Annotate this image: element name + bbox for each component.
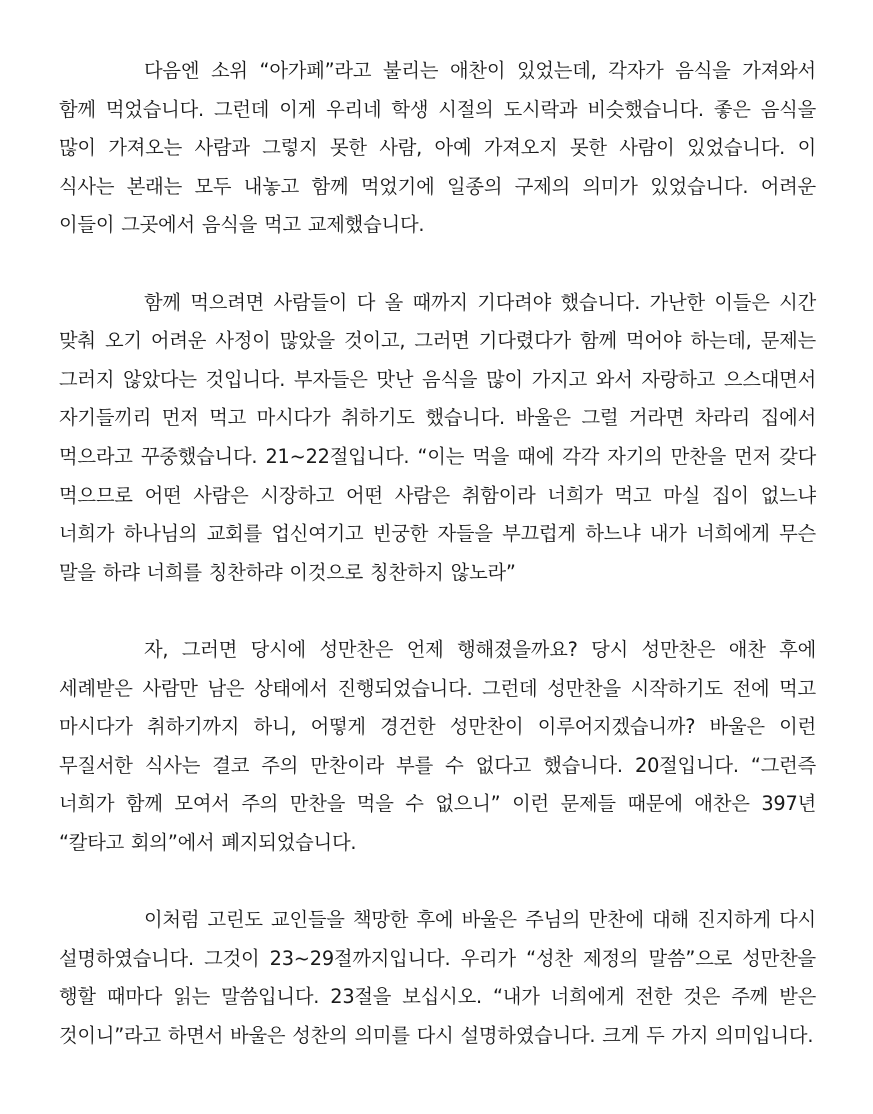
paragraph-spacer — [59, 862, 816, 901]
paragraph-spacer — [59, 245, 816, 284]
paragraph-agape-meal: 다음엔 소위 “아가페”라고 불리는 애찬이 있었는데, 각자가 음식을 가져와서 함께 먹었습니다. 그런데 이게 우리네 학생 시절의 도시락과 비슷했습니다. 좋은 음식을 많이 가져오는 사람과 그렇지 못한 사람, 아예 가져오지 못한 사람이 있었습니다. 이 식사는 본래는 모두 내놓고 함께 먹었기에 일종의 구제의 의미가 있었습니다. 어려운 이들이 그곳에서 음식을 먹고 교제했습니다. — [59, 59, 816, 237]
paragraph-spacer — [59, 592, 816, 631]
paragraph-institution: 이처럼 고린도 교인들을 책망한 후에 바울은 주님의 만찬에 대해 진지하게 다시 설명하였습니다. 그것이 23~29절까지입니다. 우리가 “성찬 제정의 말씀”으로 성만찬을 행할 때마다 읽는 말씀입니다. 23절을 보십시오. “내가 너희에게 전한 것은 주께 받은 것이니”라고 하면서 바울은 성찬의 의미를 다시 설명하였습니다. 크게 두 가지 의미입니다. — [59, 908, 816, 1047]
paragraph-lords-supper: 자, 그러면 당시에 성만찬은 언제 행해졌을까요? 당시 성만찬은 애찬 후에 세례받은 사람만 남은 상태에서 진행되었습니다. 그런데 성만찬을 시작하기도 전에 먹고 마시다가 취하기까지 하니, 어떻게 경건한 성만찬이 이루어지겠습니까? 바울은 이런 무질서한 식사는 결코 주의 만찬이라 부를 수 없다고 했습니다. 20절입니다. “그런즉 너희가 함께 모여서 주의 만찬을 먹을 수 없으니” 이런 문제들 때문에 애찬은 397년 “칼타고 회의”에서 폐지되었습니다. — [59, 637, 816, 854]
paragraph-waiting-rebuke: 함께 먹으려면 사람들이 다 올 때까지 기다려야 했습니다. 가난한 이들은 시간 맞춰 오기 어려운 사정이 많았을 것이고, 그러면 기다렸다가 함께 먹어야 하는데, 문제는 그러지 않았다는 것입니다. 부자들은 맛난 음식을 많이 가지고 와서 자랑하고 으스대면서 자기들끼리 먼저 먹고 마시다가 취하기도 했습니다. 바울은 그럴 거라면 차라리 집에서 먹으라고 꾸중했습니다. 21~22절입니다. “이는 먹을 때에 각각 자기의 만찬을 먼저 갖다 먹으므로 어떤 사람은 시장하고 어떤 사람은 취함이라 너희가 먹고 마실 집이 없느냐 너희가 하나님의 교회를 업신여기고 빈궁한 자들을 부끄럽게 하느냐 내가 너희에게 무슨 말을 하랴 너희를 칭찬하랴 이것으로 칭찬하지 않노라” — [59, 290, 816, 584]
